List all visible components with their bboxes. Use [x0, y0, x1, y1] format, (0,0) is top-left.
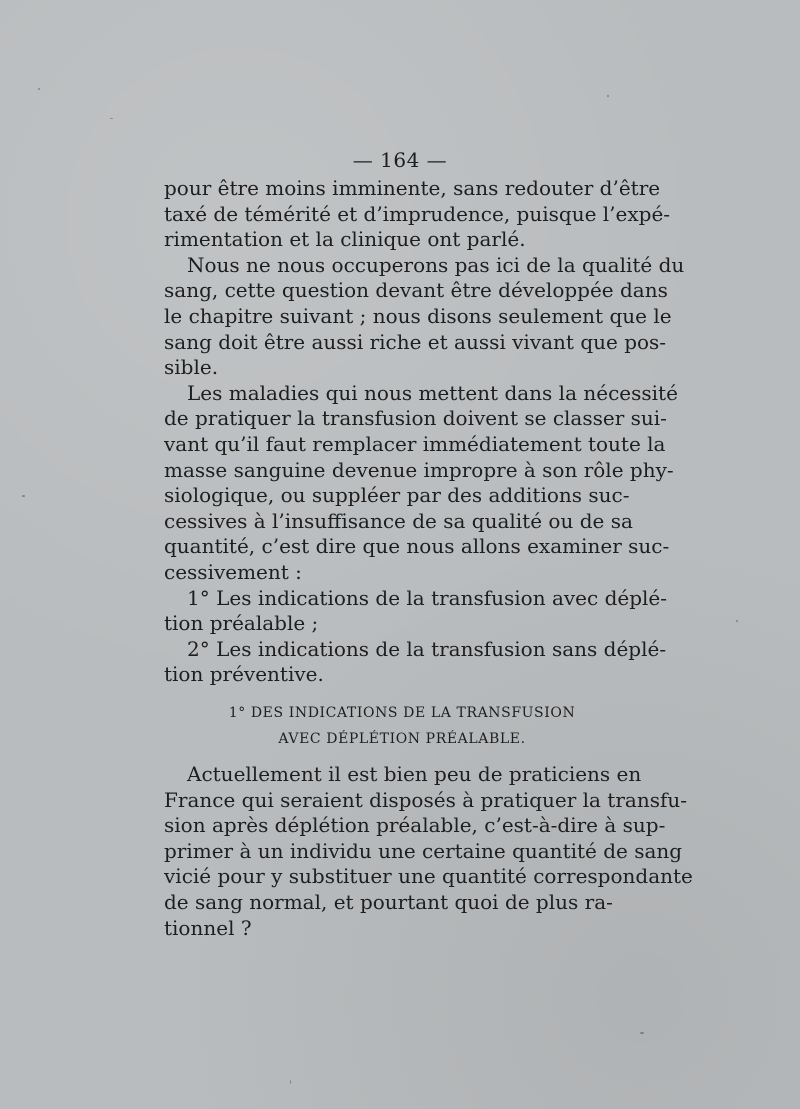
- text-line: vicié pour y substituer une quantité correspondante: [164, 864, 693, 889]
- text-line: siologique, ou suppléer par des additions suc-: [164, 483, 630, 508]
- text-line: pour être moins imminente, sans redouter d’être: [164, 176, 661, 200]
- section-heading-line: AVEC DÉPLÉTION PRÉALABLE.: [278, 731, 526, 747]
- text-line: de sang normal, et pourtant quoi de plus ra-: [164, 889, 613, 914]
- paper-speck: [736, 620, 738, 622]
- paper-speck: [688, 875, 692, 876]
- text-line: masse sanguine devenue impropre à son rôle phy-: [164, 457, 674, 482]
- paper-speck: [290, 1080, 291, 1084]
- text-line: France qui seraient disposés à pratiquer la transfu-: [164, 787, 688, 812]
- body-text: [164, 176, 685, 688]
- page-number: — 164 —: [352, 148, 448, 172]
- text-line: sion après déplétion préalable, c’est-à-dire à sup-: [164, 813, 666, 838]
- text-line: tion préventive.: [164, 662, 324, 687]
- list-item-line: 1° Les indications de la transfusion avec déplé-: [187, 585, 668, 610]
- text-line: primer à un individu une certaine quantité de sang: [164, 838, 683, 863]
- section-heading-line: 1° DES INDICATIONS DE LA TRANSFUSION: [228, 705, 576, 721]
- paper-speck: [640, 1032, 644, 1034]
- text-line: cessivement :: [164, 559, 302, 584]
- text-line: cessives à l’insuffisance de sa qualité ou de sa: [164, 508, 633, 533]
- paper-speck: [607, 95, 609, 97]
- paragraph-start-line: Nous ne nous occuperons pas ici de la qualité du: [187, 252, 685, 277]
- text-line: tionnel ?: [164, 915, 252, 940]
- text-line: tion préalable ;: [164, 611, 319, 636]
- paragraph-start-line: Les maladies qui nous mettent dans la nécessité: [187, 380, 678, 405]
- paragraph-start-line: Actuellement il est bien peu de praticiens en: [187, 762, 642, 786]
- text-line: quantité, c’est dire que nous allons examiner suc-: [164, 534, 670, 559]
- text-line: vant qu’il faut remplacer immédiatement toute la: [164, 431, 666, 456]
- paper-speck: [22, 495, 25, 497]
- paper-speck: [110, 118, 113, 119]
- text-line: de pratiquer la transfusion doivent se classer sui-: [164, 406, 667, 431]
- text-line: sible.: [164, 355, 219, 380]
- text-line: sang, cette question devant être développée dans: [164, 278, 668, 303]
- text-line: sang doit être aussi riche et aussi vivant que pos-: [164, 329, 667, 354]
- text-line: rimentation et la clinique ont parlé.: [164, 227, 526, 252]
- section-body-text: [164, 762, 693, 941]
- text-line: taxé de témérité et d’imprudence, puisque l’expé-: [164, 201, 671, 226]
- list-item-line: 2° Les indications de la transfusion sans déplé-: [187, 636, 667, 661]
- section-heading: [164, 700, 640, 752]
- paper-speck: [38, 88, 40, 90]
- text-line: le chapitre suivant ; nous disons seulement que le: [164, 303, 672, 328]
